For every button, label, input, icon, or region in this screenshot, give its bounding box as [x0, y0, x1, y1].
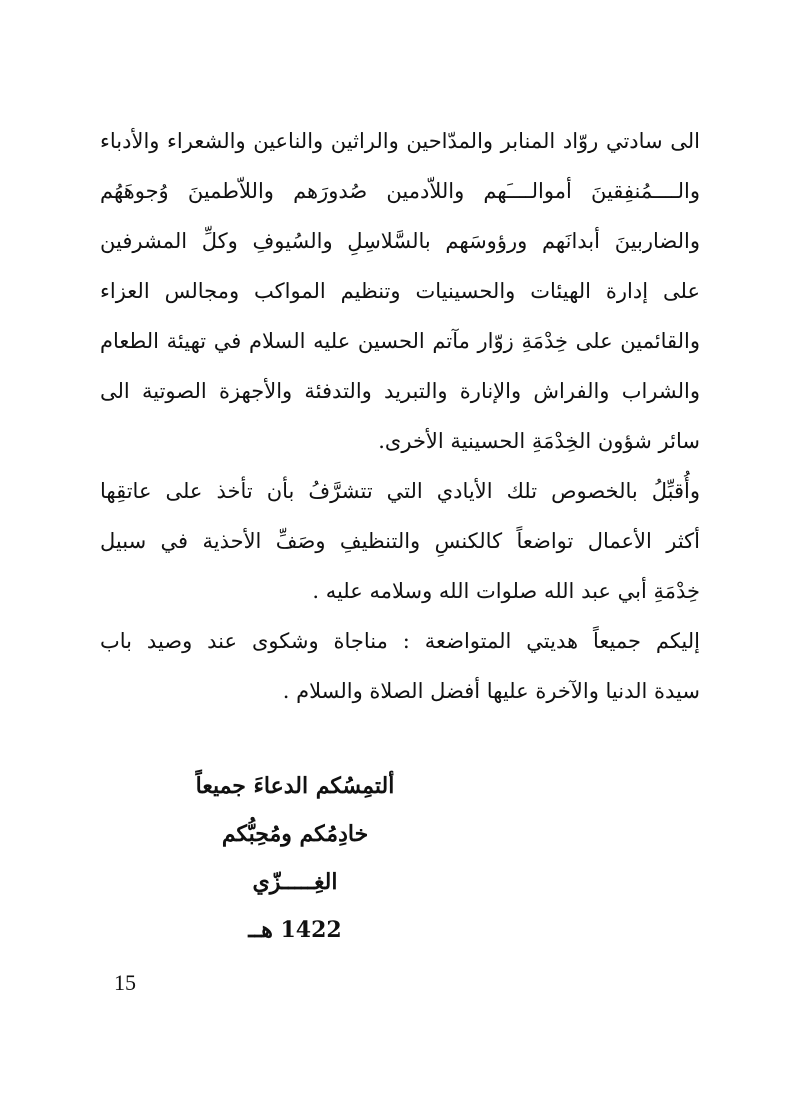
- text-line: أكثر الأعمال تواضعاً كالكنسِ والتنظيفِ وصَفِّ الأحذية في سبيل: [100, 529, 700, 553]
- page-number: 15: [114, 970, 136, 995]
- text-line: والقائمين على خِدْمَةِ زوّار مآتم الحسين عليه السلام في تهيئة الطعام: [100, 329, 700, 353]
- signature-author-name: الغِـــــزّي: [252, 869, 338, 895]
- paragraph-dedication-recipients: [100, 116, 700, 466]
- signature-request-prayer: ألتمِسُكم الدعاءَ جميعاً: [195, 773, 395, 799]
- text-line: سائر شؤون الخِدْمَةِ الحسينية الأخرى.: [378, 429, 700, 453]
- paragraph-special-thanks: [100, 466, 700, 616]
- text-line: والضاربينَ أبدانَهم ورؤوسَهم بالسَّلاسِلِ والسُيوفِ وكلِّ المشرفين: [100, 229, 700, 253]
- text-line: على إدارة الهيئات والحسينيات وتنظيم المواكب ومجالس العزاء: [100, 279, 700, 303]
- text-line: والشراب والفراش والإنارة والتبريد والتدفئة والأجهزة الصوتية الى: [100, 379, 700, 403]
- text-line: سيدة الدنيا والآخرة عليها أفضل الصلاة والسلام .: [282, 679, 700, 703]
- paragraph-gift: [100, 616, 700, 716]
- text-line: إليكم جميعاً هديتي المتواضعة : مناجاة وشكوى عند وصيد باب: [100, 629, 700, 653]
- text-line: وأُقبِّلُ بالخصوص تلك الأيادي التي تتشرَّفُ بأن تأخذ على عاتقِها: [100, 479, 700, 503]
- signature-servant: خادِمُكم ومُحِبُّكم: [221, 821, 369, 847]
- signature-date: 1422 هــ: [248, 917, 342, 943]
- text-line: والــــمُنفِقينَ أموالــــَهم واللاّدمين صُدورَهم واللاّطمينَ وُجوهَهُم: [100, 179, 700, 203]
- dedication-text: [100, 116, 700, 716]
- text-line: خِدْمَةِ أبي عبد الله صلوات الله وسلامه عليه .: [312, 579, 700, 603]
- signature-block: [170, 762, 420, 954]
- text-line: الى سادتي روّاد المنابر والمدّاحين والراثين والناعين والشعراء والأدباء: [100, 129, 700, 153]
